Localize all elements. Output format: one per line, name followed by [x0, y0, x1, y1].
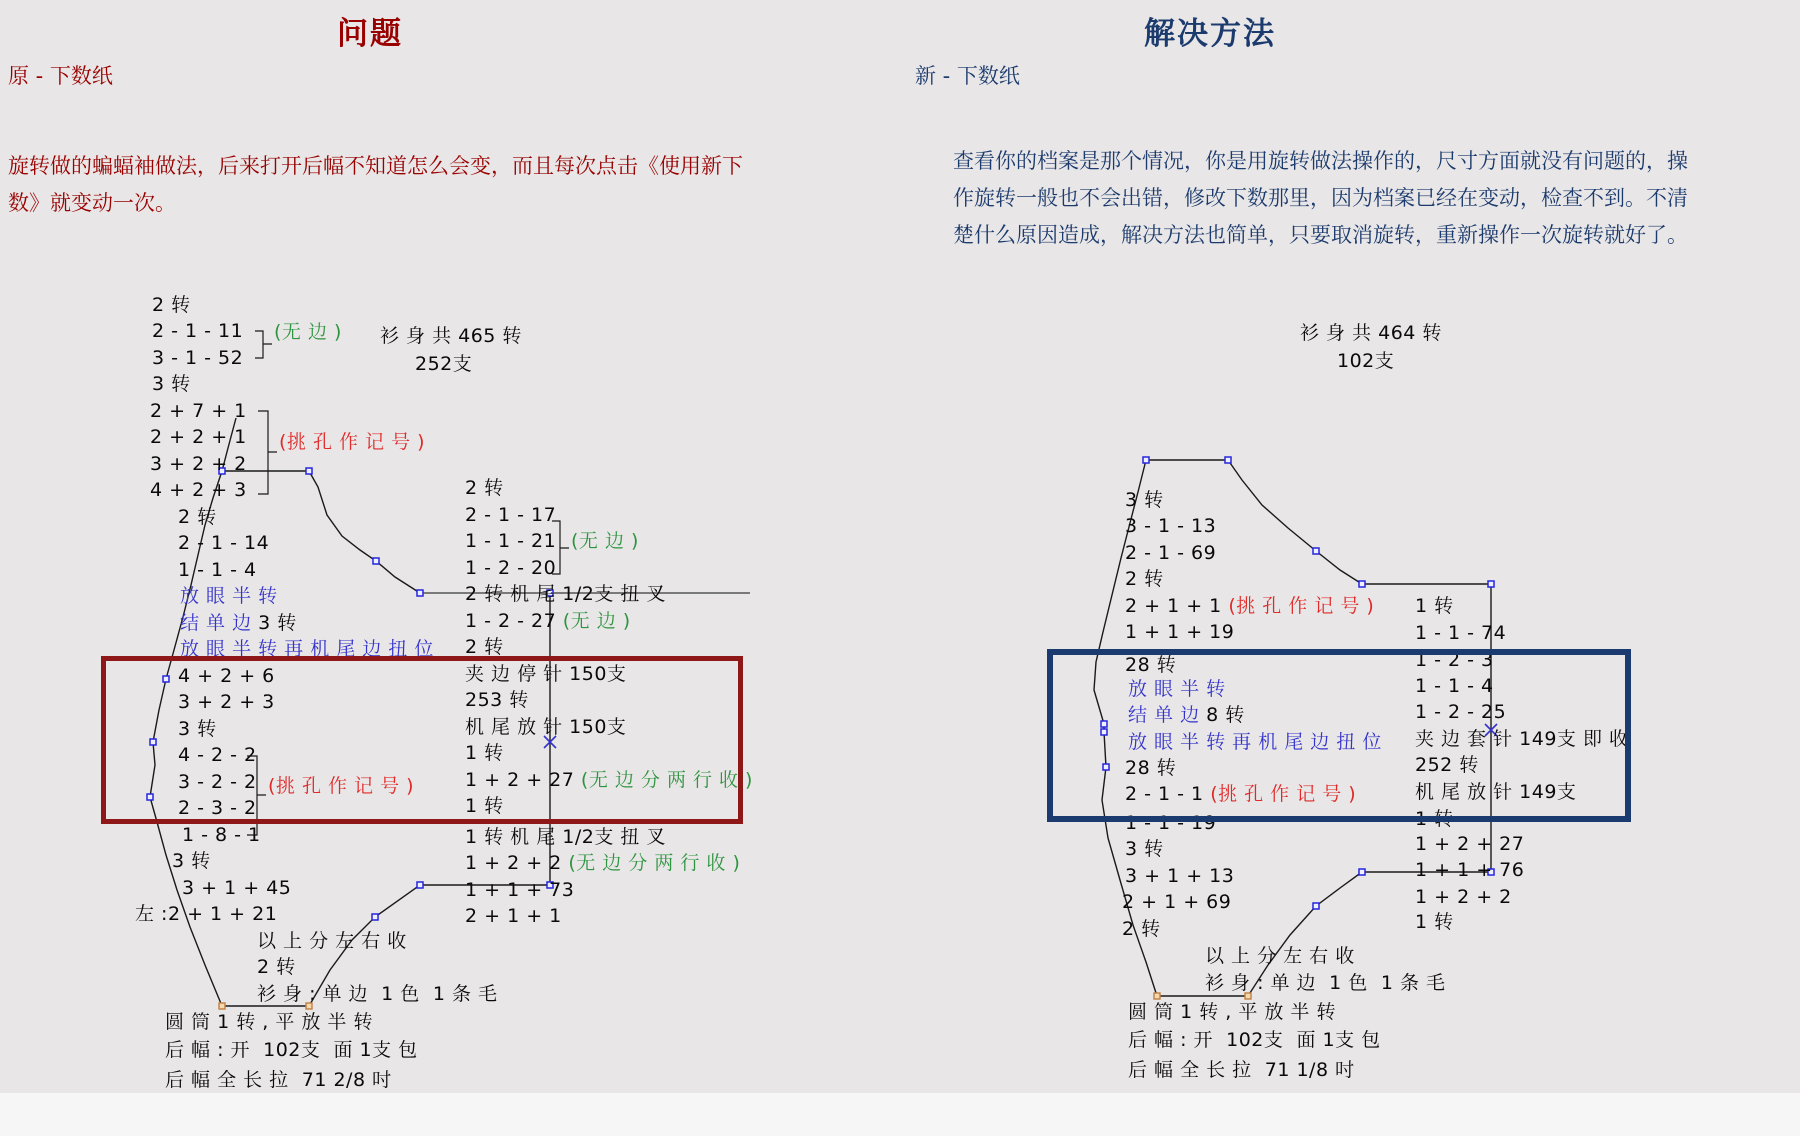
left-diagram-line: 3 + 2 + 2 — [150, 453, 247, 475]
left-diagram-line: 3 转 — [178, 718, 217, 740]
left-diagram-line: 衫 身 共 465 转 — [380, 325, 522, 347]
right-diagram-line: 衫 身 共 464 转 — [1300, 322, 1442, 344]
right-diagram-line: 3 转 — [1125, 489, 1164, 511]
right-diagram-line: 252 转 — [1415, 754, 1479, 776]
right-diagram-line: 1 - 2 - 25 — [1415, 701, 1507, 723]
left-diagram-line: 1 + 1 + 73 — [465, 879, 575, 901]
left-diagram-line: 放 眼 半 转 — [180, 585, 278, 607]
left-diagram-line: 3 转 — [172, 850, 211, 872]
left-diagram-line: 后 幅 : 开 102支 面 1支 包 — [165, 1039, 418, 1061]
left-diagram-line: 2 - 1 - 14 — [178, 532, 270, 554]
left-diagram-line: 252支 — [415, 353, 473, 375]
right-diagram-line: 结 单 边 8 转 — [1128, 704, 1245, 726]
right-diagram-line: 放 眼 半 转 再 机 尾 边 扭 位 — [1128, 731, 1382, 753]
right-diagram-line: 1 - 1 - 4 — [1415, 675, 1494, 697]
left-diagram-line: 3 + 2 + 3 — [178, 691, 275, 713]
left-diagram-line: 4 + 2 + 6 — [178, 665, 275, 687]
left-diagram-line: 1 + 2 + 27 (无 边 分 两 行 收 ) — [465, 769, 753, 791]
left-diagram-line: 253 转 — [465, 689, 529, 711]
left-diagram-line: 放 眼 半 转 再 机 尾 边 扭 位 — [180, 638, 434, 660]
solution-title: 解决方法 — [1144, 16, 1276, 52]
right-diagram-line: 1 - 2 - 3 — [1415, 649, 1494, 671]
right-diagram-line: 夹 边 套 针 149支 即 收 — [1415, 728, 1629, 750]
left-diagram-line: 圆 筒 1 转 , 平 放 半 转 — [165, 1011, 373, 1033]
right-diagram-line: 1 转 — [1415, 595, 1454, 617]
description-line: 查看你的档案是那个情况，你是用旋转做法操作的，尺寸方面就没有问题的，操 — [953, 149, 1688, 173]
solution-subtitle: 新 - 下数纸 — [915, 64, 1020, 88]
right-diagram-line: 2 - 1 - 69 — [1125, 542, 1217, 564]
right-diagram-line: 机 尾 放 针 149支 — [1415, 781, 1577, 803]
left-diagram-line: 2 转 — [465, 477, 504, 499]
right-diagram-line: 102支 — [1337, 350, 1395, 372]
problem-subtitle: 原 - 下数纸 — [8, 64, 113, 88]
left-diagram-line: 2 转 — [152, 294, 191, 316]
right-diagram-line: 后 幅 : 开 102支 面 1支 包 — [1128, 1029, 1381, 1051]
left-diagram-line: 2 转 机 尾 1/2支 扭 叉 — [465, 583, 666, 605]
problem-highlight-box — [101, 656, 743, 824]
left-diagram-line: 2 + 2 + 1 — [150, 426, 247, 448]
left-diagram-line: 衫 身 : 单 边 1 色 1 条 毛 — [257, 983, 498, 1005]
right-diagram-line: 3 - 1 - 13 — [1125, 515, 1217, 537]
left-diagram-line: (挑 孔 作 记 号 ) — [268, 775, 415, 797]
left-diagram-line: 2 + 7 + 1 — [150, 400, 247, 422]
left-diagram-line: 结 单 边 3 转 — [180, 612, 297, 634]
right-diagram-line: 1 + 1 + 19 — [1125, 621, 1235, 643]
left-diagram-line: 2 转 — [178, 506, 217, 528]
right-diagram-line: 28 转 — [1125, 757, 1177, 779]
right-diagram-line: 衫 身 : 单 边 1 色 1 条 毛 — [1205, 972, 1446, 994]
left-diagram-line: 2 - 1 - 17 — [465, 504, 557, 526]
description-line: 旋转做的蝙蝠袖做法，后来打开后幅不知道怎么会变，而且每次点击《使用新下 — [8, 154, 743, 178]
right-diagram-line: 3 + 1 + 13 — [1125, 865, 1235, 887]
right-diagram-line: 圆 筒 1 转 , 平 放 半 转 — [1128, 1001, 1336, 1023]
left-diagram-line: 1 - 1 - 4 — [178, 559, 257, 581]
left-diagram-line: 2 - 1 - 11 — [152, 320, 244, 342]
left-diagram-line: (无 边 ) — [274, 321, 342, 343]
right-diagram-line: 后 幅 全 长 拉 71 1/8 吋 — [1128, 1059, 1355, 1081]
right-diagram-line: 28 转 — [1125, 654, 1177, 676]
right-diagram-line: 以 上 分 左 右 收 — [1205, 945, 1355, 967]
left-diagram-line: (无 边 ) — [571, 530, 639, 552]
right-diagram-line: 2 + 1 + 69 — [1122, 891, 1232, 913]
left-diagram-line: 1 - 2 - 20 — [465, 557, 557, 579]
right-diagram-line: 1 + 1 + 76 — [1415, 859, 1525, 881]
left-diagram-line: 2 + 1 + 1 — [465, 905, 562, 927]
description-line: 作旋转一般也不会出错，修改下数那里，因为档案已经在变动，检查不到。不清 — [953, 186, 1688, 210]
left-diagram-line: 3 - 2 - 2 — [178, 771, 257, 793]
left-diagram-line: 1 - 8 - 1 — [182, 824, 261, 846]
left-diagram-line: 后 幅 全 长 拉 71 2/8 吋 — [165, 1069, 392, 1091]
left-diagram-line: 4 - 2 - 2 — [178, 744, 257, 766]
left-diagram-line: 机 尾 放 针 150支 — [465, 716, 627, 738]
left-diagram-line: 3 + 1 + 45 — [182, 877, 292, 899]
left-diagram-line: 1 + 2 + 2 (无 边 分 两 行 收 ) — [465, 852, 741, 874]
left-diagram-line: 2 - 3 - 2 — [178, 797, 257, 819]
left-diagram-line: 2 转 — [465, 636, 504, 658]
description-line: 楚什么原因造成，解决方法也简单，只要取消旋转，重新操作一次旋转就好了。 — [953, 223, 1688, 247]
left-diagram-line: 左 :2 + 1 + 21 — [135, 903, 278, 925]
right-diagram-line: 3 转 — [1125, 838, 1164, 860]
left-diagram-line: 1 - 1 - 21 — [465, 530, 557, 552]
left-diagram-line: 以 上 分 左 右 收 — [257, 930, 407, 952]
left-diagram-line: 夹 边 停 针 150支 — [465, 663, 627, 685]
right-diagram-line: 2 转 — [1122, 918, 1161, 940]
right-diagram-line: 1 转 — [1415, 808, 1454, 830]
right-diagram-line: 1 + 2 + 2 — [1415, 886, 1512, 908]
right-diagram-line: 2 + 1 + 1 (挑 孔 作 记 号 ) — [1125, 595, 1375, 617]
left-diagram-line: 1 转 机 尾 1/2支 扭 叉 — [465, 826, 666, 848]
problem-title: 问题 — [337, 16, 403, 52]
description-line: 数》就变动一次。 — [8, 191, 176, 215]
left-diagram-line: 2 转 — [257, 956, 296, 978]
left-diagram-line: 1 转 — [465, 795, 504, 817]
left-diagram-line: 4 + 2 + 3 — [150, 479, 247, 501]
left-diagram-line: 1 - 2 - 27 (无 边 ) — [465, 610, 631, 632]
left-diagram-line: 3 - 1 - 52 — [152, 347, 244, 369]
right-diagram-line: 2 转 — [1125, 568, 1164, 590]
right-diagram-line: 1 转 — [1415, 911, 1454, 933]
right-diagram-line: 1 - 1 - 19 — [1125, 812, 1217, 834]
left-diagram-line: 3 转 — [152, 373, 191, 395]
left-diagram-line: 1 转 — [465, 742, 504, 764]
solution-highlight-box — [1047, 649, 1631, 822]
left-diagram-line: (挑 孔 作 记 号 ) — [279, 431, 426, 453]
right-diagram-line: 2 - 1 - 1 (挑 孔 作 记 号 ) — [1125, 783, 1357, 805]
right-diagram-line: 放 眼 半 转 — [1128, 678, 1226, 700]
right-diagram-line: 1 + 2 + 27 — [1415, 833, 1525, 855]
right-diagram-line: 1 - 1 - 74 — [1415, 622, 1507, 644]
